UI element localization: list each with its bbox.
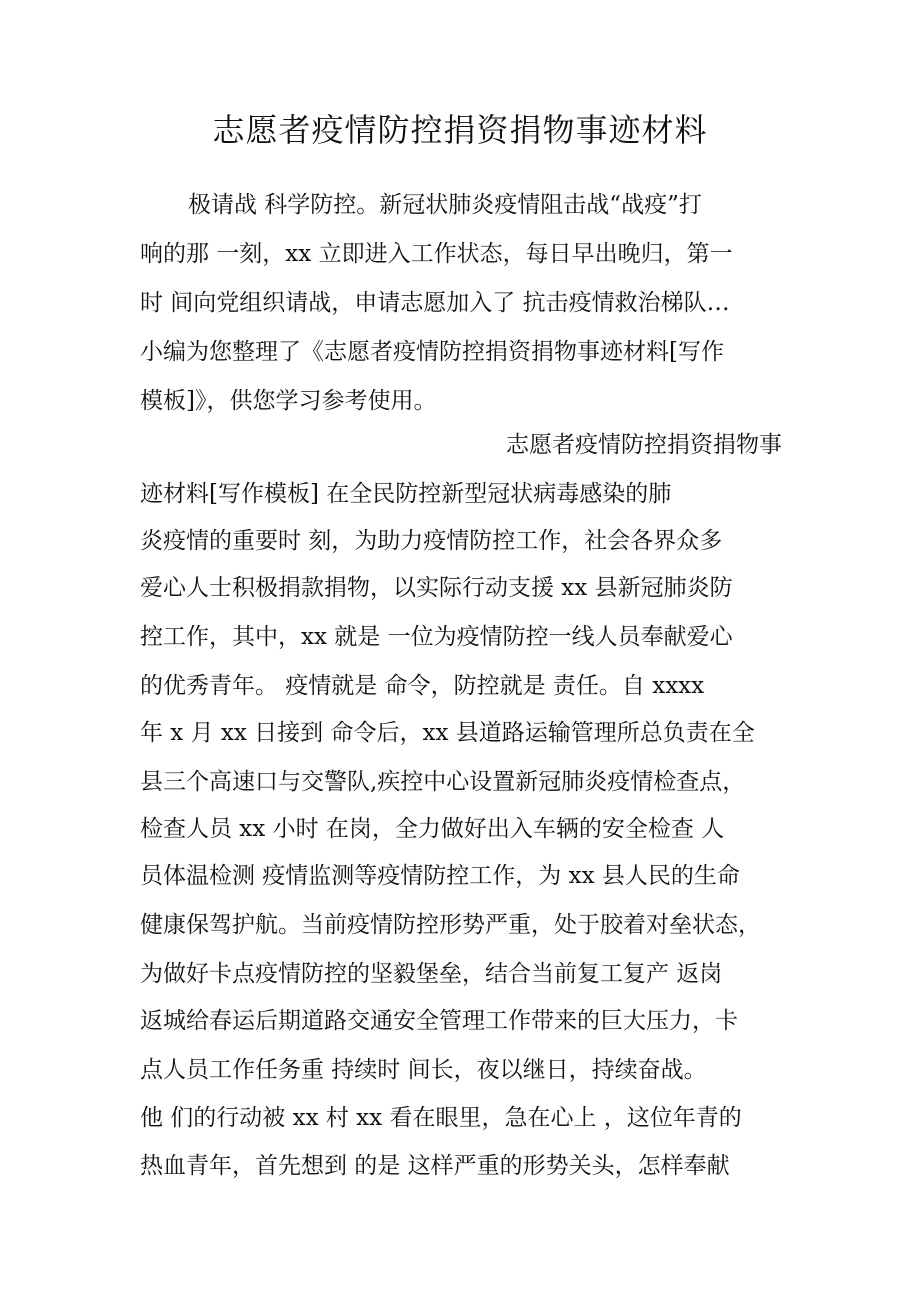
- paragraph-line: 县三个高速口与交警队,疾控中心设置新冠肺炎疫情检查点，: [140, 769, 746, 795]
- paragraph-line: 响的那 一刻，xx 立即进入工作状态，每日早出晚归，第一: [140, 241, 733, 267]
- paragraph-line: 小编为您整理了《志愿者疫情防控捐资捐物事迹材料[写作: [140, 339, 724, 365]
- paragraph-line: 爱心人士积极捐款捐物，以实际行动支援 xx 县新冠肺炎防: [140, 575, 733, 601]
- paragraph-line: 点人员工作任务重 持续时 间长，夜以继日，持续奋战。: [140, 1057, 707, 1083]
- paragraph-line: 健康保驾护航。当前疫情防控形势严重，处于胶着对垒状态，: [140, 912, 761, 938]
- paragraph-line: 年 x 月 xx 日接到 命令后，xx 县道路运输管理所总负责在全: [140, 720, 755, 746]
- paragraph-line: 时 间向党组织请战，申请志愿加入了 抗击疫情救治梯队…: [140, 290, 730, 316]
- paragraph-line: 检查人员 xx 小时 在岗，全力做好出入车辆的安全检查 人: [140, 816, 725, 842]
- paragraph-line: 极请战 科学防控。新冠状肺炎疫情阻击战“战疫”打: [188, 192, 702, 218]
- paragraph-line: 他 们的行动被 xx 村 xx 看在眼里，急在心上 ，这位年青的: [140, 1105, 742, 1131]
- paragraph-line: 迹材料[写作模板] 在全民防控新型冠状病毒感染的肺: [140, 481, 672, 507]
- paragraph-line: 控工作，其中，xx 就是 一位为疫情防控一线人员奉献爱心: [140, 624, 733, 650]
- paragraph-line: 炎疫情的重要时 刻，为助力疫情防控工作，社会各界众多: [140, 528, 723, 554]
- document-title: 志愿者疫情防控捐资捐物事迹材料: [212, 111, 708, 149]
- paragraph-line: 为做好卡点疫情防控的坚毅堡垒，结合当前复工复产 返岗: [140, 961, 723, 987]
- paragraph-line: 模板]》，供您学习参考使用。: [140, 388, 437, 414]
- paragraph-line: 员体温检测 疫情监测等疫情防控工作，为 xx 县人民的生命: [140, 863, 740, 889]
- section-heading-line: 志愿者疫情防控捐资捐物事: [506, 432, 782, 458]
- paragraph-line: 热血青年，首先想到 的是 这样严重的形势关头，怎样奉献: [140, 1153, 730, 1179]
- paragraph-line: 返城给春运后期道路交通安全管理工作带来的巨大压力，卡: [140, 1008, 738, 1034]
- paragraph-line: 的优秀青年。 疫情就是 命令，防控就是 责任。自 xxxx: [140, 673, 705, 699]
